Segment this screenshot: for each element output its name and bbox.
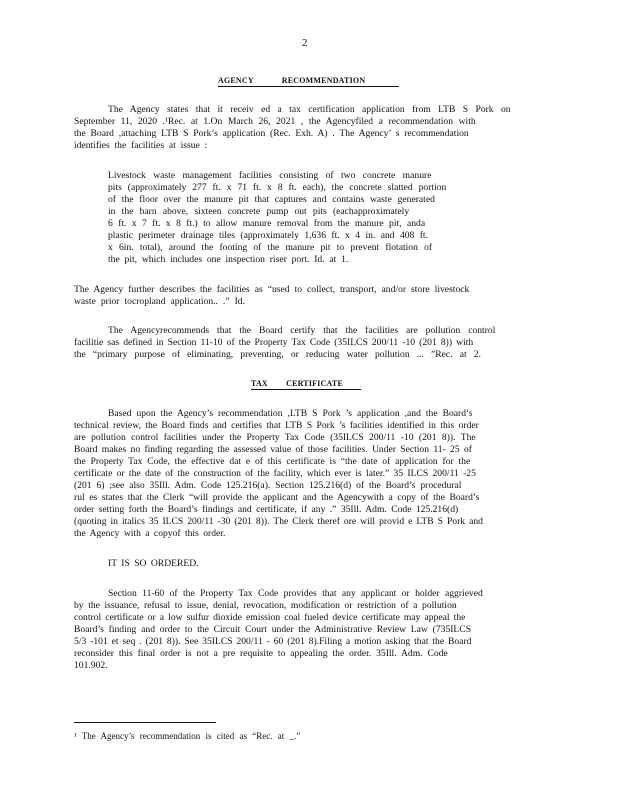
quote-line: pits (approximately 277 ft. x 71 ft. x 8 ft. each), the concrete slatted portion bbox=[108, 182, 447, 193]
heading-underline bbox=[251, 389, 361, 390]
text-line: order setting forth the Board’s findings and certificate, if any .” 35Ill. Adm. Code 125.216(d) bbox=[74, 504, 459, 515]
text-line: (quoting in italics 35 ILCS 200/11 -30 (201 8)). The Clerk theref ore will provid e LTB S Pork and bbox=[74, 516, 483, 527]
text-line: Based upon the Agency’s recommendation ,LTB S Pork ’s application ,and the Board’s bbox=[108, 408, 473, 419]
text-line: Board’s finding and order to the Circuit Court under the Administrative Review Law (735ILCS bbox=[74, 624, 472, 635]
page-number: 2 bbox=[302, 37, 308, 49]
text-line: 5/3 -101 et seq . (201 8)). See 35ILCS 200/11 - 60 (201 8).Filing a motion asking that the Board bbox=[74, 636, 472, 647]
text-line: the “primary purpose of eliminating, preventing, or reducing water pollution ... ”Rec. at 2. bbox=[74, 349, 481, 360]
quote-line: Livestock waste management facilities consisting of two concrete manure bbox=[108, 170, 432, 181]
text-line: The Agencyrecommends that the Board certify that the facilities are pollution control bbox=[108, 325, 496, 336]
text-line: The Agency states that it receiv ed a tax certification application from LTB S Pork on bbox=[108, 104, 511, 115]
quote-line: plastic perimeter drainage tiles (approximately 1,636 ft. x 4 in. and 408 ft. bbox=[108, 230, 428, 241]
quote-line: x 6in. total), around the footing of the manure pit to prevent flotation of bbox=[108, 242, 433, 253]
text-line: Section 11-60 of the Property Tax Code provides that any applicant or holder aggrieved bbox=[108, 588, 483, 599]
quote-line: the pit, which includes one inspection riser port. Id. at 1. bbox=[108, 254, 349, 265]
heading-underline bbox=[218, 86, 399, 87]
footnote: ¹ The Agency’s recommendation is cited as “Rec. at _.” bbox=[74, 731, 301, 741]
quote-line: 6 ft. x 7 ft. x 8 ft.) to allow manure removal from the manure pit, anda bbox=[108, 218, 426, 229]
text-line: reconsider this final order is not a pre requisite to appealing the order. 35Ill. Adm. Code bbox=[74, 648, 448, 659]
text-line: The Agency further describes the facilities as “used to collect, transport, and/or store livestock bbox=[74, 284, 470, 295]
text-line: facilitie sas defined in Section 11-10 of the Property Tax Code (35ILCS 200/11 -10 (201 8)) with bbox=[74, 337, 474, 348]
text-line: the Board ,attaching LTB S Pork’s application (Rec. Exh. A) . The Agency’ s recommendation bbox=[74, 128, 469, 139]
text-line: are pollution control facilities under the Property Tax Code (35ILCS 200/11 -10 (201 8)). The bbox=[74, 432, 476, 443]
section-heading-tax: TAX CERTIFICATE bbox=[251, 379, 343, 388]
text-line: September 11, 2020 .¹Rec. at 1.On March 26, 2021 , the Agencyfiled a recommendation with bbox=[74, 116, 476, 127]
text-line: 101.902. bbox=[74, 660, 108, 671]
quote-line: of the floor over the manure pit that captures and contains waste generated bbox=[108, 194, 435, 205]
text-line: technical review, the Board finds and certifies that LTB S Pork ’s facilities identified in this order bbox=[74, 420, 479, 431]
text-line: rul es states that the Clerk “will provide the applicant and the Agencywith a copy of the Board’s bbox=[74, 492, 480, 503]
text-line: identifies the facilities at issue : bbox=[74, 140, 208, 151]
footnote-divider bbox=[74, 722, 216, 723]
text-line: by the issuance, refusal to issue, denial, revocation, modification or restriction of a pollution bbox=[74, 600, 457, 611]
quote-line: in the barn above, sixteen concrete pump out pits (eachapproximately bbox=[108, 206, 410, 217]
text-line: certificate or the date of the construction of the facility, which ever is later.” 35 ILCS 200/11 -25 bbox=[74, 468, 476, 479]
text-line: the Agency with a copyof this order. bbox=[74, 528, 226, 539]
text-line: waste prior tocropland application.. .” Id. bbox=[74, 296, 245, 307]
order-statement: IT IS SO ORDERED. bbox=[108, 558, 199, 569]
text-line: (201 6) ;see also 35Ill. Adm. Code 125.216(a). Section 125.216(d) of the Board’s procedural bbox=[74, 480, 462, 491]
text-line: control certificate or a low sulfur dioxide emission coal fueled device certificate may appeal the bbox=[74, 612, 466, 623]
text-line: Board makes no finding regarding the assessed value of those facilities. Under Section 11- 25 of bbox=[74, 444, 472, 455]
section-heading-agency: AGENCY RECOMMENDATION bbox=[218, 76, 366, 85]
text-line: the Property Tax Code, the effective dat e of this certificate is “the date of application for the bbox=[74, 456, 471, 467]
